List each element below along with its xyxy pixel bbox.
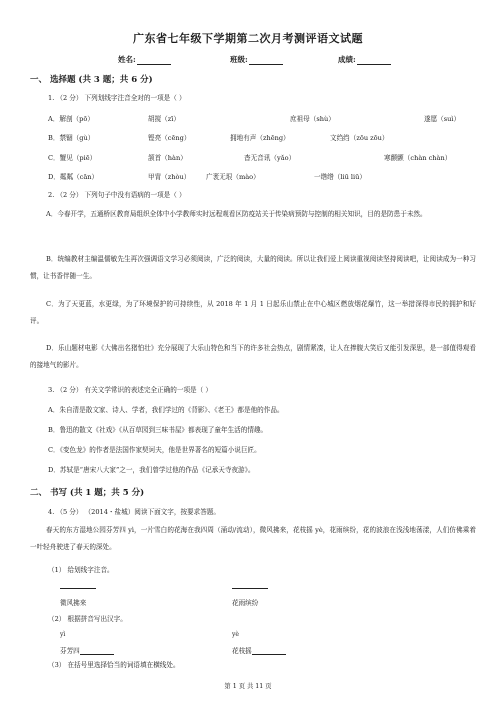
q4-word-1: 微风拂来 [60,599,87,607]
q4-sub3: （3） 在括号里选择恰当的词语填在横线处。 [48,661,180,669]
score-field [338,54,391,65]
class-label: 班级: [230,55,248,64]
question-1-stem: 1. （2 分） 下列划线字注音全对的一项是（ ） [48,94,186,102]
q1-option-b-2: 铿亮（cēng） [148,134,191,142]
q1-option-b-4: 文绉绉（zōu zōu） [330,134,389,142]
page-title: 广东省七年级下学期第二次月考测评语文试题 [133,32,363,45]
q1-option-b-3: 拥地有声（zhēng） [230,134,290,142]
q1-option-c-4: 寒颤颤（chàn chàn） [384,154,452,162]
q1-option-a-1: A．解剖（pō） [48,115,94,123]
score-blank [357,55,391,65]
name-field [118,54,171,65]
question-3-stem: 3. （2 分） 有关文学常识的表述完全正确的一项是（ ） [48,386,212,394]
q3-option-a: A．朱自清是散文家、诗人、学者，我们学过的《背影》、《老王》都是他的作品。 [48,406,284,414]
q4-fill-2 [232,645,286,655]
page-footer: 第 1 页 共 11 页 [224,683,272,690]
q3-option-b: B．鲁迅的散文《社戏》《从百草园到三味书屋》都表现了童年生活的情趣。 [48,426,268,434]
question-4-stem: 4. （5 分） （2014・盐城）阅读下面文字，按要求答题。 [48,508,221,516]
q1-option-d-2: 甲胄（zhòu） [148,173,191,181]
q1-option-d-3: 广袤无垠（mào） [206,173,260,181]
name-label: 姓名: [118,55,136,64]
q2-option-a: A．今春开学，五通桥区教育局组织全体中小学教师实时远程观看区防疫站关于传染病预防与控制的相关知识，目的是防患于未然。 [46,210,427,218]
q1-option-a-2: 胡搅（zī） [148,115,180,123]
q1-option-d-4: 一绺绺（liū liū） [314,173,366,181]
class-blank [249,55,283,65]
section-heading-choice: 一、 选择题 (共 3 题；共 6 分) [30,75,153,85]
q2-option-d: D．乐山题材电影《大佛出名猪怕壮》充分展现了大乐山特色和当下的许多社会热点，剧情紧凑，让人在捧腹大笑后又能引发深思，是一部值得观看的接地气的影片。 [30,344,476,369]
q4-sub1: （1） 给划线字注音。 [48,566,114,574]
q4-pinyin-1: yì [60,631,66,638]
name-blank [137,55,171,65]
answer-blank-1 [60,580,96,589]
q3-option-d: D．苏轼是“唐宋八大家”之一，我们曾学过他的作品《记承天寺夜游》。 [48,466,255,474]
score-label: 成绩: [338,55,356,64]
question-2-stem: 2. （2 分） 下列句子中没有语病的一项是（ ） [48,191,186,199]
q1-option-a-3: 庶祖母（shù） [290,115,335,123]
q1-option-c-3: 杳无音讯（yǎo） [244,154,296,162]
q2-option-b: B．统编教材主编温儒敏先生再次强调语文学习必须阅读，广泛的阅读，大量的阅读。所以让我们爱上阅读重视阅读坚持阅读吧，让阅读成为一种习惯，让书香伴随一生。 [30,255,476,280]
q4-fill-1 [60,645,114,655]
q3-option-c: C．《变色龙》的作者是法国作家契诃夫，他是世界著名的短篇小说巨匠。 [48,446,261,454]
q1-option-c-2: 颔首（hàn） [148,154,187,162]
q4-fill-2-text: 花枝摇 [232,647,252,655]
q1-option-d-1: D．粼粼（cān） [48,173,99,181]
q4-passage: 春天的东方湿地公园芬芳四 yì，一片雪白的花海在我四周（涌动/流动），微风拂来，花枝摇 yè，花雨缤纷，花的波浪在浅浅地荡漾，人们仿佛乘着一叶轻舟驶进了春天的深处。 [30,526,476,551]
q1-option-a-4: 遂愿（suì） [424,115,461,123]
q4-fill-1-text: 芬芳四 [60,647,80,655]
q4-pinyin-2: yè [232,631,239,638]
answer-blank-2 [232,580,268,589]
q4-sub2: （2） 根据拼音写出汉字。 [48,615,127,623]
section-heading-writing: 二、 书写 (共 1 题；共 5 分) [30,488,145,498]
q1-option-c-1: C．蟹见（piē） [48,154,97,162]
q1-option-b-1: B．禁锢（gù） [48,134,95,142]
q2-option-c: C．为了天更蓝，水更绿，为了环境保护的可持续性，从 2018 年 1 月 1 日起乐山禁止在中心城区燃放烟花爆竹，这一举措深得市民的拥护和好评。 [30,300,476,325]
class-field [230,54,283,65]
q4-word-2: 花雨缤纷 [232,599,259,607]
